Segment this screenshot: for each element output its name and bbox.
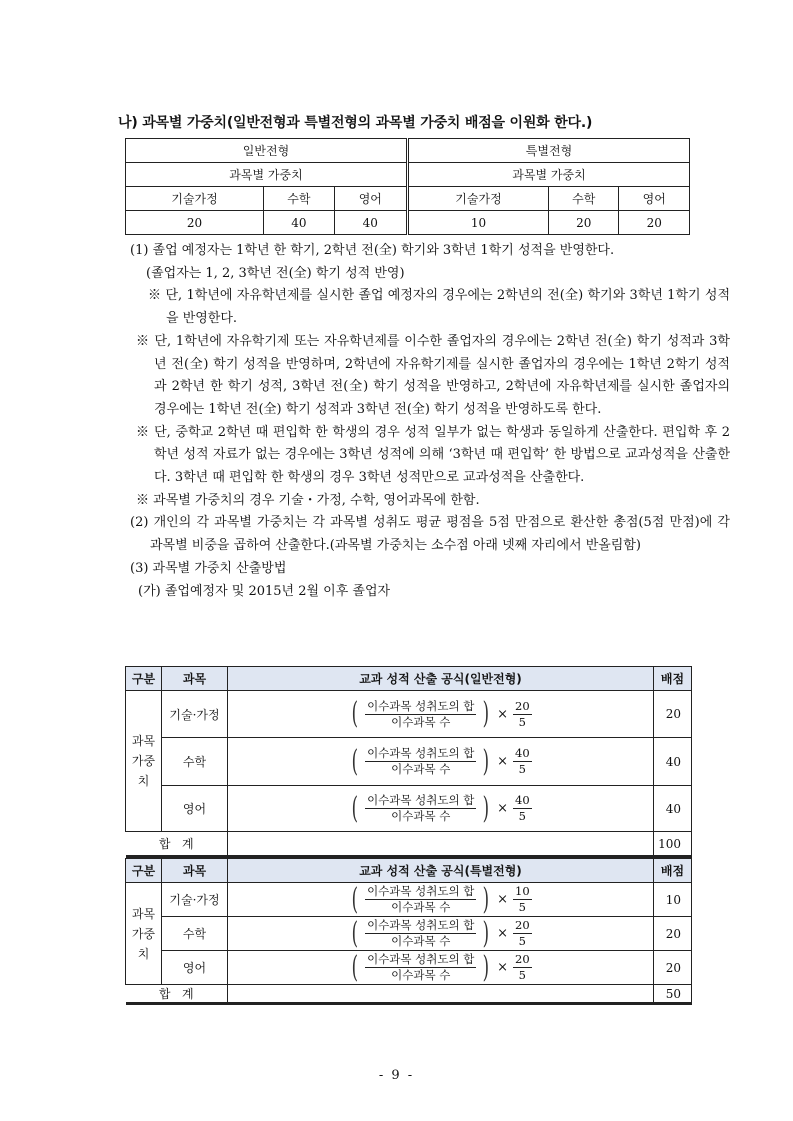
col-header: 교과 성적 산출 공식(특별전형) bbox=[228, 859, 654, 883]
total-label: 합 계 bbox=[126, 985, 228, 1004]
subject-header: 수학 bbox=[264, 187, 335, 211]
weight-numerator: 10 bbox=[515, 884, 530, 898]
formula-denominator: 이수과목 수 bbox=[391, 809, 451, 823]
note-paragraph: ※ 단, 1학년에 자유학년제를 실시한 졸업 예정자의 경우에는 2학년의 전(全) 학기와 3학년 1학기 성적을 반영한다. bbox=[148, 288, 730, 327]
note-paragraph: ※ 단, 중학교 2학년 때 편입학 한 학생의 경우 성적 일부가 없는 학생과 동일하게 산출한다. 편입학 후 2학년 성적 자료가 없는 경우에는 3학년 성적에 의해 ‘3학년 때 편입학’ 한 방법으로 교과성적을 산출한다. 3학년 때 편입학 한 학생의 경우 3학년 성적만으로 교과성적을 산출한다. bbox=[136, 424, 730, 486]
special-weight-label: 과목별 가중치 bbox=[407, 163, 689, 187]
note-paragraph: (3) 과목별 가중치 산출방법 bbox=[130, 560, 287, 576]
section-heading: 나) 과목별 가중치(일반전형과 특별전형의 과목별 가중치 배점을 이원화 한다.) bbox=[118, 115, 593, 131]
formula-denominator: 이수과목 수 bbox=[391, 934, 451, 948]
formula-denominator: 이수과목 수 bbox=[391, 714, 451, 729]
general-admission-header: 일반전형 bbox=[126, 139, 408, 163]
formula-numerator: 이수과목 성취도의 합 bbox=[367, 698, 475, 713]
formula-table-general bbox=[125, 666, 692, 858]
weight-divisor: 5 bbox=[518, 968, 526, 982]
formula-denominator: 이수과목 수 bbox=[391, 762, 451, 776]
formula-cell: ( $\frac{\text{이수과목 성취도의 합}}{\text{이수과목 수}}$ ) × $\frac{40}{5}$ bbox=[228, 786, 654, 832]
weight-divisor: 5 bbox=[518, 934, 526, 948]
formula-numerator: 이수과목 성취도의 합 bbox=[367, 793, 475, 807]
col-header: 구분 bbox=[126, 859, 162, 883]
formula-cell: ( $\frac{\text{이수과목 성취도의 합}}{\text{이수과목 수}}$ ) × $\frac{10}{5}$ bbox=[228, 883, 654, 917]
special-weight-value: 20 bbox=[619, 211, 690, 235]
formula-cell: ( $\frac{\text{이수과목 성취도의 합}}{\text{이수과목 수}}$ ) × $\frac{20}{5}$ bbox=[228, 691, 654, 738]
col-header: 과목 bbox=[162, 667, 228, 691]
formula-numerator: 이수과목 성취도의 합 bbox=[367, 746, 475, 760]
group-label: 과목 가중 치 bbox=[126, 883, 162, 985]
score-cell: 10 bbox=[654, 883, 692, 917]
note-paragraph: (졸업자는 1, 2, 3학년 전(全) 학기 성적 반영) bbox=[146, 265, 405, 281]
page-number: - 9 - bbox=[378, 1068, 415, 1083]
formula-table-special bbox=[125, 858, 692, 1005]
score-cell: 20 bbox=[654, 691, 692, 738]
weight-numerator: 40 bbox=[515, 746, 530, 760]
subject-header: 수학 bbox=[548, 187, 619, 211]
general-weight-label: 과목별 가중치 bbox=[126, 163, 408, 187]
total-score: 100 bbox=[654, 832, 692, 857]
general-weight-value: 20 bbox=[126, 211, 264, 235]
note-paragraph: ※ 과목별 가중치의 경우 기술・가정, 수학, 영어과목에 한함. bbox=[136, 492, 480, 508]
subject-header: 기술가정 bbox=[407, 187, 548, 211]
subject-cell: 영어 bbox=[162, 786, 228, 832]
col-header: 과목 bbox=[162, 859, 228, 883]
weight-numerator: 20 bbox=[515, 952, 530, 966]
subject-cell: 수학 bbox=[162, 917, 228, 951]
weight-numerator: 20 bbox=[515, 918, 530, 932]
total-formula-cell bbox=[228, 985, 654, 1004]
col-header: 배점 bbox=[654, 667, 692, 691]
special-admission-header: 특별전형 bbox=[407, 139, 689, 163]
score-cell: 20 bbox=[654, 951, 692, 985]
score-cell: 20 bbox=[654, 917, 692, 951]
weight-divisor: 5 bbox=[518, 762, 526, 776]
special-weight-value: 10 bbox=[407, 211, 548, 235]
total-label: 합 계 bbox=[126, 832, 228, 857]
formula-cell: ( $\frac{\text{이수과목 성취도의 합}}{\text{이수과목 수}}$ ) × $\frac{40}{5}$ bbox=[228, 738, 654, 786]
total-score: 50 bbox=[654, 985, 692, 1004]
note-paragraph: (1) 졸업 예정자는 1학년 한 학기, 2학년 전(全) 학기와 3학년 1학기 성적을 반영한다. bbox=[130, 243, 615, 258]
weight-numerator: 20 bbox=[515, 698, 530, 713]
note-paragraph: (2) 개인의 각 과목별 가중치는 각 과목별 성취도 평균 평점을 5점 만점으로 환산한 총점(5점 만점)에 각 과목별 비중을 곱하여 산출한다.(과목별 가중치는 소수점 아래 넷째 자리에서 반올림함) bbox=[130, 515, 730, 554]
formula-numerator: 이수과목 성취도의 합 bbox=[367, 884, 475, 898]
total-formula-cell bbox=[228, 832, 654, 857]
weight-summary-table bbox=[125, 138, 690, 235]
subject-cell: 영어 bbox=[162, 951, 228, 985]
general-weight-value: 40 bbox=[264, 211, 335, 235]
formula-denominator: 이수과목 수 bbox=[391, 900, 451, 914]
group-label: 과목 가중 치 bbox=[126, 691, 162, 832]
col-header: 배점 bbox=[654, 859, 692, 883]
subject-header: 영어 bbox=[619, 187, 690, 211]
score-cell: 40 bbox=[654, 786, 692, 832]
weight-divisor: 5 bbox=[518, 714, 526, 729]
notes-block bbox=[130, 240, 730, 603]
note-paragraph: ※ 단, 1학년에 자유학기제 또는 자유학년제를 이수한 졸업자의 경우에는 2학년 전(全) 학기 성적과 3학년 전(全) 학기 성적을 반영하며, 2학년에 자유학기제를 실시한 졸업자의 경우에는 1학년 2학기 성적과 2학년 한 학기 성적, 3학년 전(全) 학기 성적을 반영하고, 2학년에 자유학년제를 실시한 졸업자의 경우에는 1학년 전(全) 학기 성적과 3학년 전(全) 학기 성적을 반영하도록 한다. bbox=[136, 333, 730, 417]
subject-cell: 기술·가정 bbox=[162, 691, 228, 738]
score-cell: 40 bbox=[654, 738, 692, 786]
weight-divisor: 5 bbox=[518, 809, 526, 823]
subject-header: 기술가정 bbox=[126, 187, 264, 211]
note-paragraph: (가) 졸업예정자 및 2015년 2월 이후 졸업자 bbox=[138, 583, 391, 599]
subject-cell: 수학 bbox=[162, 738, 228, 786]
subject-header: 영어 bbox=[334, 187, 407, 211]
formula-cell: ( $\frac{\text{이수과목 성취도의 합}}{\text{이수과목 수}}$ ) × $\frac{20}{5}$ bbox=[228, 951, 654, 985]
col-header: 구분 bbox=[126, 667, 162, 691]
weight-divisor: 5 bbox=[518, 900, 526, 914]
formula-cell: ( $\frac{\text{이수과목 성취도의 합}}{\text{이수과목 수}}$ ) × $\frac{20}{5}$ bbox=[228, 917, 654, 951]
weight-numerator: 40 bbox=[515, 793, 530, 807]
subject-cell: 기술·가정 bbox=[162, 883, 228, 917]
formula-denominator: 이수과목 수 bbox=[391, 968, 451, 982]
general-weight-value: 40 bbox=[334, 211, 407, 235]
special-weight-value: 20 bbox=[548, 211, 619, 235]
col-header: 교과 성적 산출 공식(일반전형) bbox=[228, 667, 654, 691]
formula-numerator: 이수과목 성취도의 합 bbox=[367, 952, 475, 966]
formula-numerator: 이수과목 성취도의 합 bbox=[367, 918, 475, 932]
